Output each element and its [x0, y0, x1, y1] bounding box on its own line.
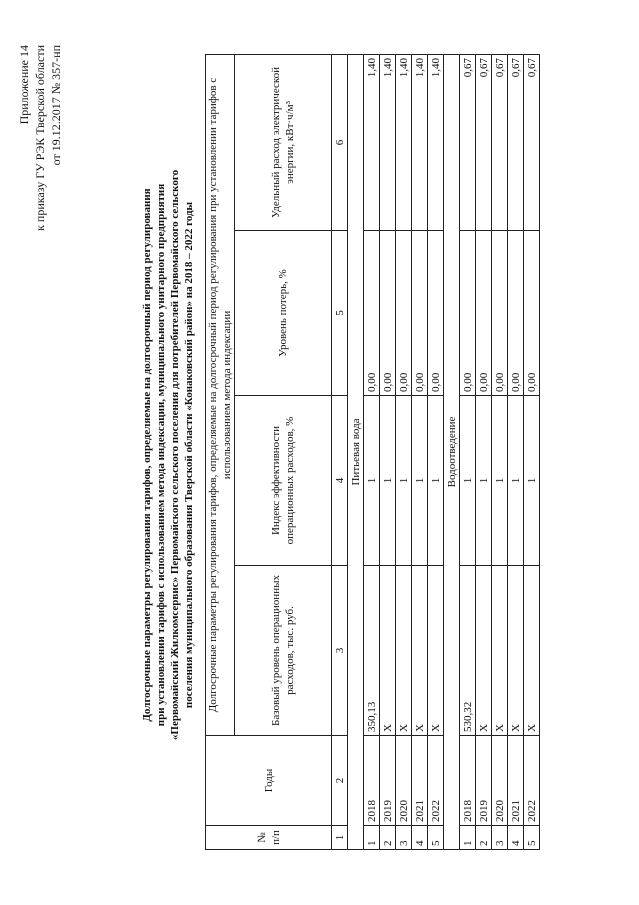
row-base-level: Х	[476, 566, 492, 736]
row-number: 3	[396, 826, 412, 850]
row-energy-consumption: 1,40	[412, 54, 428, 230]
column-number: 4	[332, 396, 348, 566]
table-row	[412, 54, 428, 849]
section-row	[348, 54, 364, 849]
header-years: Годы	[206, 736, 332, 826]
row-base-level: Х	[428, 566, 444, 736]
row-year: 2020	[492, 736, 508, 826]
row-energy-consumption: 0,67	[508, 54, 524, 230]
column-number-row	[332, 54, 348, 849]
column-number: 5	[332, 231, 348, 396]
column-number: 3	[332, 566, 348, 736]
row-efficiency-index: 1	[412, 396, 428, 566]
row-efficiency-index: 1	[396, 396, 412, 566]
column-number: 2	[332, 736, 348, 826]
header-loss-level: Уровень потерь, %	[235, 231, 332, 396]
row-year: 2021	[412, 736, 428, 826]
row-loss-level: 0,00	[380, 231, 396, 396]
row-efficiency-index: 1	[428, 396, 444, 566]
table-row	[476, 54, 492, 849]
column-number: 1	[332, 826, 348, 850]
row-base-level: Х	[524, 566, 540, 736]
row-energy-consumption: 0,67	[460, 54, 476, 230]
column-number: 6	[332, 54, 348, 230]
row-number: 4	[508, 826, 524, 850]
heading-line: «Первомайский Жилкомсервис» Первомайского сельского поселения для потребителей Первомайского сельского	[169, 169, 181, 741]
row-year: 2022	[524, 736, 540, 826]
appendix-line: к приказу ГУ РЭК Тверской области	[33, 45, 47, 231]
header-group: Долгосрочные параметры регулирования тарифов, определяемые на долгосрочный период регулирования при установлении тарифов с использованием метода индексации	[206, 54, 235, 735]
appendix-block	[16, 45, 64, 345]
row-number: 3	[492, 826, 508, 850]
table-row	[524, 54, 540, 849]
row-base-level: Х	[380, 566, 396, 736]
row-energy-consumption: 1,40	[364, 54, 380, 230]
table-row	[396, 54, 412, 849]
row-efficiency-index: 1	[524, 396, 540, 566]
row-year: 2021	[508, 736, 524, 826]
row-loss-level: 0,00	[364, 231, 380, 396]
row-loss-level: 0,00	[460, 231, 476, 396]
row-base-level: Х	[412, 566, 428, 736]
heading-line: при установлении тарифов с использованием метода индексации, муниципального унитарного предприятия	[155, 183, 167, 727]
parameters-table	[205, 54, 540, 850]
section-row	[444, 54, 460, 849]
row-energy-consumption: 1,40	[396, 54, 412, 230]
row-number: 5	[524, 826, 540, 850]
row-number: 1	[364, 826, 380, 850]
row-loss-level: 0,00	[508, 231, 524, 396]
row-efficiency-index: 1	[364, 396, 380, 566]
section-title: Питьевая вода	[348, 54, 364, 849]
header-number: № п/п	[206, 826, 332, 850]
row-loss-level: 0,00	[492, 231, 508, 396]
header-energy-consumption: Удельный расход электрической энергии, кВт·ч/м³	[235, 54, 332, 230]
row-year: 2019	[476, 736, 492, 826]
row-loss-level: 0,00	[412, 231, 428, 396]
section-title: Водоотведение	[444, 54, 460, 849]
row-efficiency-index: 1	[380, 396, 396, 566]
row-year: 2020	[396, 736, 412, 826]
row-energy-consumption: 0,67	[492, 54, 508, 230]
row-number: 5	[428, 826, 444, 850]
header-efficiency-index: Индекс эффективности операционных расходов, %	[235, 396, 332, 566]
row-base-level: Х	[396, 566, 412, 736]
row-energy-consumption: 0,67	[524, 54, 540, 230]
row-loss-level: 0,00	[428, 231, 444, 396]
row-year: 2018	[364, 736, 380, 826]
row-base-level: Х	[492, 566, 508, 736]
row-number: 4	[412, 826, 428, 850]
table-row	[428, 54, 444, 849]
row-year: 2018	[460, 736, 476, 826]
row-efficiency-index: 1	[476, 396, 492, 566]
row-energy-consumption: 1,40	[428, 54, 444, 230]
table-row	[508, 54, 524, 849]
appendix-line: от 19.12.2017 № 357-нп	[49, 45, 63, 166]
row-efficiency-index: 1	[508, 396, 524, 566]
row-efficiency-index: 1	[492, 396, 508, 566]
row-loss-level: 0,00	[524, 231, 540, 396]
row-year: 2019	[380, 736, 396, 826]
row-number: 2	[380, 826, 396, 850]
table-row	[492, 54, 508, 849]
table-row	[460, 54, 476, 849]
row-base-level: Х	[508, 566, 524, 736]
document-heading	[140, 155, 196, 755]
heading-line: Долгосрочные параметры регулирования тарифов, определяемые на долгосрочный период регулирования	[141, 188, 153, 722]
row-number: 1	[460, 826, 476, 850]
row-base-level: 350,13	[364, 566, 380, 736]
row-number: 2	[476, 826, 492, 850]
table-row	[380, 54, 396, 849]
table-row	[364, 54, 380, 849]
row-loss-level: 0,00	[476, 231, 492, 396]
row-energy-consumption: 1,40	[380, 54, 396, 230]
row-efficiency-index: 1	[460, 396, 476, 566]
row-loss-level: 0,00	[396, 231, 412, 396]
heading-line: поселения муниципального образования Тверской области «Конаковский район» на 2018 – 2022 годы	[183, 201, 195, 709]
header-base-level: Базовый уровень операционных расходов, тыс. руб.	[235, 566, 332, 736]
row-base-level: 530,32	[460, 566, 476, 736]
row-energy-consumption: 0,67	[476, 54, 492, 230]
row-year: 2022	[428, 736, 444, 826]
appendix-line: Приложение 14	[17, 45, 31, 125]
